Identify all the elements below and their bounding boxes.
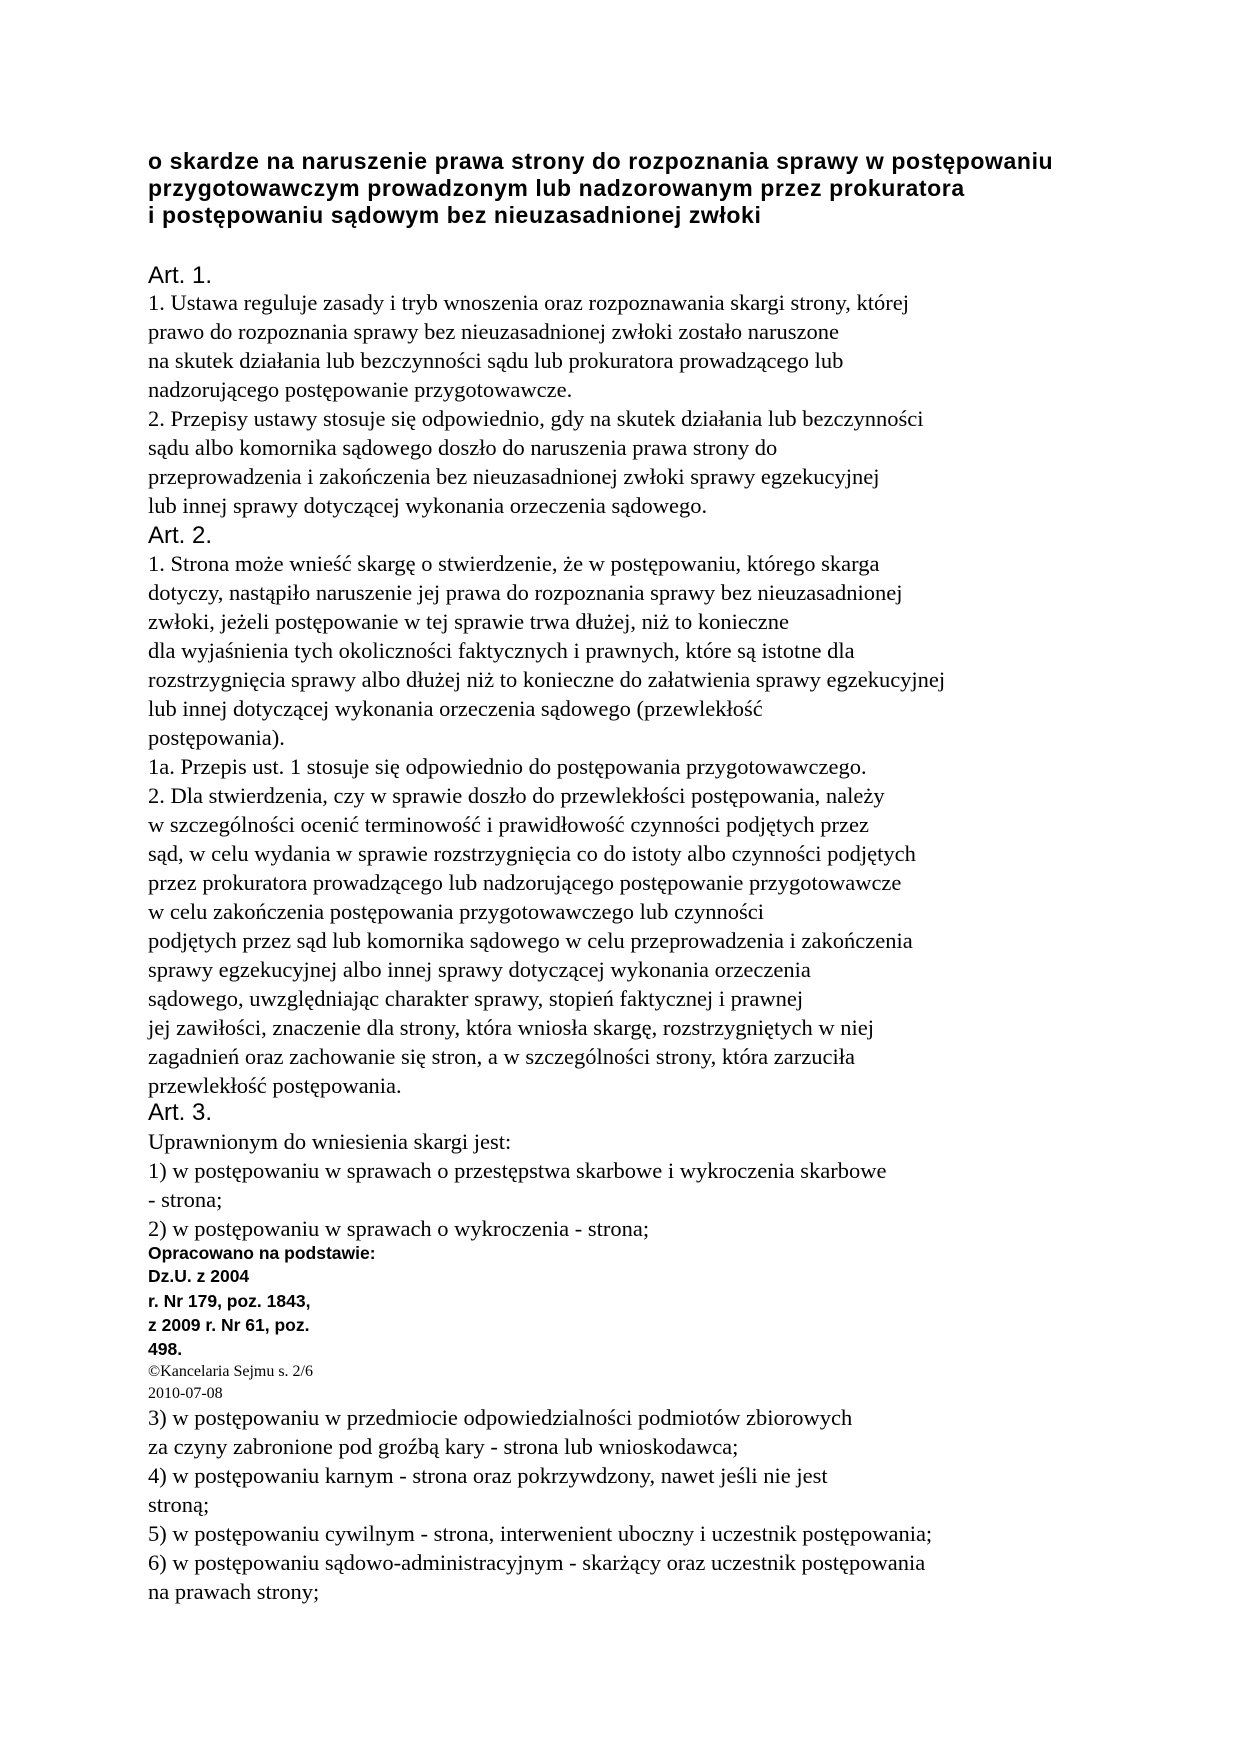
source-note-line: Opracowano na podstawie: (148, 1243, 376, 1263)
document-title-line: i postępowaniu sądowym bez nieuzasadnionej zwłoki (148, 202, 762, 228)
text-line: sądowego, uwzględniając charakter sprawy, stopień faktycznej i prawnej (148, 986, 804, 1011)
article-heading: Art. 1. (148, 262, 213, 289)
text-line: - strona; (148, 1187, 223, 1212)
text-line: 3) w postępowaniu w przedmiocie odpowiedzialności podmiotów zbiorowych (148, 1405, 853, 1430)
text-line: Uprawnionym do wniesienia skargi jest: (148, 1129, 512, 1154)
text-line: sądu albo komornika sądowego doszło do naruszenia prawa strony do (148, 435, 778, 460)
text-line: lub innej sprawy dotyczącej wykonania orzeczenia sądowego. (148, 493, 708, 518)
text-line: w celu zakończenia postępowania przygotowawczego lub czynności (148, 899, 765, 924)
text-line: 5) w postępowaniu cywilnym - strona, interwenient uboczny i uczestnik postępowania; (148, 1521, 933, 1546)
text-line: 6) w postępowaniu sądowo-administracyjnym - skarżący oraz uczestnik postępowania (148, 1550, 926, 1575)
text-line: rozstrzygnięcia sprawy albo dłużej niż to konieczne do załatwienia sprawy egzekucyjnej (148, 667, 946, 692)
text-line: sąd, w celu wydania w sprawie rozstrzygnięcia co do istoty albo czynności podjętych (148, 841, 916, 866)
text-line: jej zawiłości, znaczenie dla strony, która wniosła skargę, rozstrzygniętych w niej (148, 1015, 874, 1040)
text-line: 1) w postępowaniu w sprawach o przestępstwa skarbowe i wykroczenia skarbowe (148, 1158, 887, 1183)
text-line: stroną; (148, 1492, 210, 1517)
page-footer-line: 2010-07-08 (148, 1385, 223, 1402)
text-line: na prawach strony; (148, 1579, 320, 1604)
text-line: lub innej dotyczącej wykonania orzeczenia sądowego (przewlekłość (148, 696, 763, 721)
text-line: dotyczy, nastąpiło naruszenie jej prawa do rozpoznania sprawy bez nieuzasadnionej (148, 580, 903, 605)
article-heading: Art. 2. (148, 522, 213, 549)
text-line: 2) w postępowaniu w sprawach o wykroczenia - strona; (148, 1216, 650, 1241)
text-line: postępowania). (148, 725, 285, 750)
text-line: 1a. Przepis ust. 1 stosuje się odpowiednio do postępowania przygotowawczego. (148, 754, 867, 779)
text-line: przewlekłość postępowania. (148, 1073, 402, 1098)
document-title-line: przygotowawczym prowadzonym lub nadzorowanym przez prokuratora (148, 175, 965, 201)
text-line: sprawy egzekucyjnej albo innej sprawy dotyczącej wykonania orzeczenia (148, 957, 811, 982)
text-line: 2. Przepisy ustawy stosuje się odpowiednio, gdy na skutek działania lub bezczynności (148, 406, 924, 431)
text-line: przeprowadzenia i zakończenia bez nieuzasadnionej zwłoki sprawy egzekucyjnej (148, 464, 880, 489)
text-line: w szczególności ocenić terminowość i prawidłowość czynności podjętych przez (148, 812, 869, 837)
document-title-line: o skardze na naruszenie prawa strony do rozpoznania sprawy w postępowaniu (148, 148, 1054, 174)
text-line: prawo do rozpoznania sprawy bez nieuzasadnionej zwłoki zostało naruszone (148, 319, 839, 344)
text-line: nadzorującego postępowanie przygotowawcze. (148, 377, 573, 402)
text-line: zwłoki, jeżeli postępowanie w tej sprawie trwa dłużej, niż to konieczne (148, 609, 790, 634)
source-note-line: z 2009 r. Nr 61, poz. (148, 1315, 310, 1335)
source-note-line: 498. (148, 1339, 183, 1359)
source-note-line: Dz.U. z 2004 (148, 1266, 250, 1286)
text-line: podjętych przez sąd lub komornika sądowego w celu przeprowadzenia i zakończenia (148, 928, 913, 953)
text-line: 4) w postępowaniu karnym - strona oraz pokrzywdzony, nawet jeśli nie jest (148, 1463, 828, 1488)
text-line: 1. Strona może wnieść skargę o stwierdzenie, że w postępowaniu, którego skarga (148, 551, 880, 576)
text-line: na skutek działania lub bezczynności sądu lub prokuratora prowadzącego lub (148, 348, 844, 373)
text-line: dla wyjaśnienia tych okoliczności faktycznych i prawnych, które są istotne dla (148, 638, 855, 663)
text-line: 2. Dla stwierdzenia, czy w sprawie doszło do przewlekłości postępowania, należy (148, 783, 885, 808)
text-line: zagadnień oraz zachowanie się stron, a w szczególności strony, która zarzuciła (148, 1044, 855, 1069)
article-heading: Art. 3. (148, 1099, 213, 1126)
source-note-line: r. Nr 179, poz. 1843, (148, 1291, 311, 1311)
text-line: za czyny zabronione pod groźbą kary - strona lub wnioskodawca; (148, 1434, 739, 1459)
text-line: przez prokuratora prowadzącego lub nadzorującego postępowanie przygotowawcze (148, 870, 902, 895)
page-footer-line: ©Kancelaria Sejmu s. 2/6 (148, 1363, 313, 1380)
text-line: 1. Ustawa reguluje zasady i tryb wnoszenia oraz rozpoznawania skargi strony, której (148, 290, 909, 315)
